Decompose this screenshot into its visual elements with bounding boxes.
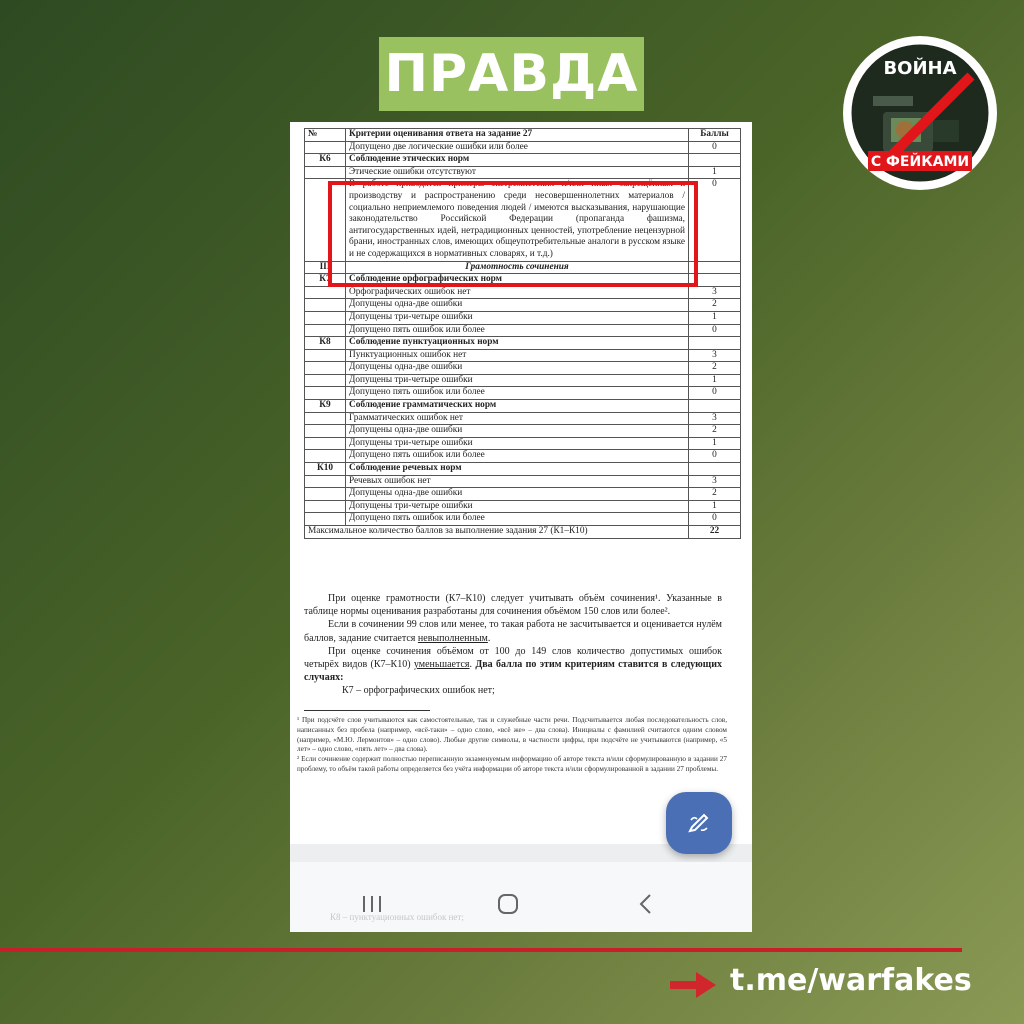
home-button[interactable]: [488, 892, 528, 916]
row-num: [305, 450, 346, 463]
footnotes: [297, 716, 727, 775]
row-score: 0: [689, 141, 741, 154]
row-criteria: Допущены три-четыре ошибки: [346, 437, 689, 450]
edit-fab-button[interactable]: [666, 792, 732, 854]
row-score: [689, 337, 741, 350]
row-criteria: Соблюдение этических норм: [346, 154, 689, 167]
footnote-2: ² Если сочинение содержит полностью переписанную экзаменуемым информацию об авторе текста и/или сформулированную в задании 27 проблему, то объём такой работы определяется без учёта информации об авторе текста и/или сформулированной в задании 27 проблемы.: [297, 755, 727, 773]
table-row: [305, 166, 741, 179]
row-criteria: Допущены три-четыре ошибки: [346, 311, 689, 324]
table-row: [305, 412, 741, 425]
row-criteria: Допущено пять ошибок или более: [346, 387, 689, 400]
table-row: [305, 324, 741, 337]
table-row: [305, 450, 741, 463]
row-criteria: Допущены одна-две ошибки: [346, 488, 689, 501]
table-row: [305, 362, 741, 375]
row-score: 1: [689, 166, 741, 179]
arrow-right-icon: [670, 972, 716, 998]
row-criteria: Соблюдение грамматических норм: [346, 400, 689, 413]
row-num: [305, 286, 346, 299]
row-criteria: Соблюдение орфографических норм: [346, 274, 689, 287]
row-criteria: Допущены одна-две ошибки: [346, 299, 689, 312]
row-num: [305, 412, 346, 425]
table-row: [305, 311, 741, 324]
row-num: [305, 374, 346, 387]
paragraph-3: При оценке сочинения объёмом от 100 до 149 слов количество допустимых ошибок четырёх видов (К7–К10) уменьшается. Два балла по этим критериям ставится в следующих случаях:: [304, 645, 722, 684]
table-row: [305, 286, 741, 299]
header-criteria: Критерии оценивания ответа на задание 27: [346, 129, 689, 142]
row-num: [305, 488, 346, 501]
row-criteria: Речевых ошибок нет: [346, 475, 689, 488]
row-criteria: Пунктуационных ошибок нет: [346, 349, 689, 362]
channel-link[interactable]: t.me/warfakes: [730, 963, 972, 998]
war-on-fakes-logo: [843, 36, 997, 190]
table-row: [305, 299, 741, 312]
row-score: 1: [689, 311, 741, 324]
verdict-label: ПРАВДА: [379, 37, 644, 111]
row-criteria: Допущено две логические ошибки или более: [346, 141, 689, 154]
row-num: К9: [305, 400, 346, 413]
row-score: [689, 154, 741, 167]
footnote-divider: [304, 710, 430, 711]
row-criteria: Грамотность сочинения: [346, 261, 689, 274]
row-num: [305, 166, 346, 179]
table-row: [305, 154, 741, 167]
row-num: [305, 500, 346, 513]
row-num: [305, 141, 346, 154]
edit-pen-icon: [686, 810, 712, 836]
row-score: [689, 463, 741, 476]
row-num: К6: [305, 154, 346, 167]
row-criteria: Допущено пять ошибок или более: [346, 513, 689, 526]
paragraph-4: К7 – орфографических ошибок нет;: [342, 685, 495, 697]
row-num: К7: [305, 274, 346, 287]
row-criteria: Допущено пять ошибок или более: [346, 450, 689, 463]
row-score: 2: [689, 362, 741, 375]
row-num: [305, 513, 346, 526]
table-row: [305, 374, 741, 387]
table-row: [305, 513, 741, 526]
row-criteria: Допущены три-четыре ошибки: [346, 500, 689, 513]
row-score: 3: [689, 349, 741, 362]
table-row: [305, 488, 741, 501]
row-criteria: Допущены одна-две ошибки: [346, 425, 689, 438]
row-num: [305, 475, 346, 488]
row-score: 0: [689, 513, 741, 526]
phone-screenshot: [290, 122, 752, 932]
row-score: 0: [689, 324, 741, 337]
row-criteria: Этические ошибки отсутствуют: [346, 166, 689, 179]
table-row: [305, 475, 741, 488]
footnote-1: ¹ При подсчёте слов учитываются как самостоятельные, так и служебные части речи. Подсчитывается любая последовательность слов, написанных без пробела (например, «всё-таки» – одно слово, «всё же» – два слова). Инициалы с фамилией считаются одним словом (например, «М.Ю. Лермонтов» – одно слово). Любые другие символы, в частности цифры, при подсчёте не учитываются (например, «5 лет» – одно слово, «пять лет» – два слова).: [297, 716, 727, 754]
table-row: [305, 349, 741, 362]
row-num: К8: [305, 337, 346, 350]
highlight-box: [328, 181, 698, 287]
table-row: [305, 425, 741, 438]
header-num: №: [305, 129, 346, 142]
table-row: [305, 387, 741, 400]
camera-strike-icon: [843, 36, 997, 190]
row-score: 3: [689, 475, 741, 488]
row-num: [305, 349, 346, 362]
row-criteria: Грамматических ошибок нет: [346, 412, 689, 425]
row-score: 2: [689, 488, 741, 501]
row-num: [305, 311, 346, 324]
table-row: [305, 437, 741, 450]
row-num: III: [305, 261, 346, 274]
table-row: [305, 337, 741, 350]
row-score: 0: [689, 387, 741, 400]
row-criteria: Соблюдение речевых норм: [346, 463, 689, 476]
total-score: 22: [689, 526, 741, 539]
row-score: 2: [689, 425, 741, 438]
row-score: 1: [689, 437, 741, 450]
back-button[interactable]: [626, 892, 666, 916]
table-row: [305, 500, 741, 513]
row-score: 1: [689, 374, 741, 387]
total-row: [305, 526, 741, 539]
back-icon: [636, 893, 656, 915]
header-score: Баллы: [689, 129, 741, 142]
svg-text:ВОЙНА: ВОЙНА: [883, 58, 957, 79]
row-score: 0: [689, 179, 741, 261]
row-score: 1: [689, 500, 741, 513]
table-row: [305, 400, 741, 413]
body-text: [304, 592, 722, 698]
row-criteria: Допущены три-четыре ошибки: [346, 374, 689, 387]
table-header-row: [305, 129, 741, 142]
row-num: [305, 387, 346, 400]
paragraph-2: Если в сочинении 99 слов или менее, то такая работа не засчитывается и оценивается нулём баллов, задание считается невыполненным.: [304, 619, 722, 644]
row-num: [305, 362, 346, 375]
table-row: [305, 463, 741, 476]
row-score: 3: [689, 286, 741, 299]
row-score: 3: [689, 412, 741, 425]
svg-text:С ФЕЙКАМИ: С ФЕЙКАМИ: [870, 154, 970, 170]
total-label: Максимальное количество баллов за выполнение задания 27 (К1–К10): [305, 526, 689, 539]
table-row: [305, 141, 741, 154]
row-num: К10: [305, 463, 346, 476]
row-criteria: Допущены одна-две ошибки: [346, 362, 689, 375]
recent-apps-icon: [361, 894, 383, 914]
row-num: [305, 299, 346, 312]
row-criteria: Соблюдение пунктуационных норм: [346, 337, 689, 350]
ghost-text: К8 – пунктуационных ошибок нет;: [330, 912, 464, 922]
row-num: [305, 437, 346, 450]
row-score: 0: [689, 450, 741, 463]
row-criteria: Допущено пять ошибок или более: [346, 324, 689, 337]
paragraph-1: При оценке грамотности (К7–К10) следует учитывать объём сочинения¹. Указанные в таблице нормы оценивания разработаны для сочинения объёмом 150 слов или более².: [304, 593, 722, 618]
row-criteria: В работе приводятся примеры экстремистских и/или иных запрещённых к производству и распространению среди несовершеннолетних материалов / социально неприемлемого поведения людей / имеются высказывания, нарушающие законодательство Российской Федерации (пропаганда фашизма, антигосударственных идей, нетрадиционных ценностей, употребление нецензурной брани, иностранных слов, имеющих общеупотребительные аналоги в русском языке и не содержащихся в нормативных словарях, и т.д.): [346, 179, 689, 261]
home-icon: [496, 892, 520, 916]
row-num: [305, 324, 346, 337]
row-score: 2: [689, 299, 741, 312]
row-criteria: Орфографических ошибок нет: [346, 286, 689, 299]
brand-divider-line: [0, 948, 962, 952]
row-num: [305, 425, 346, 438]
row-score: [689, 400, 741, 413]
